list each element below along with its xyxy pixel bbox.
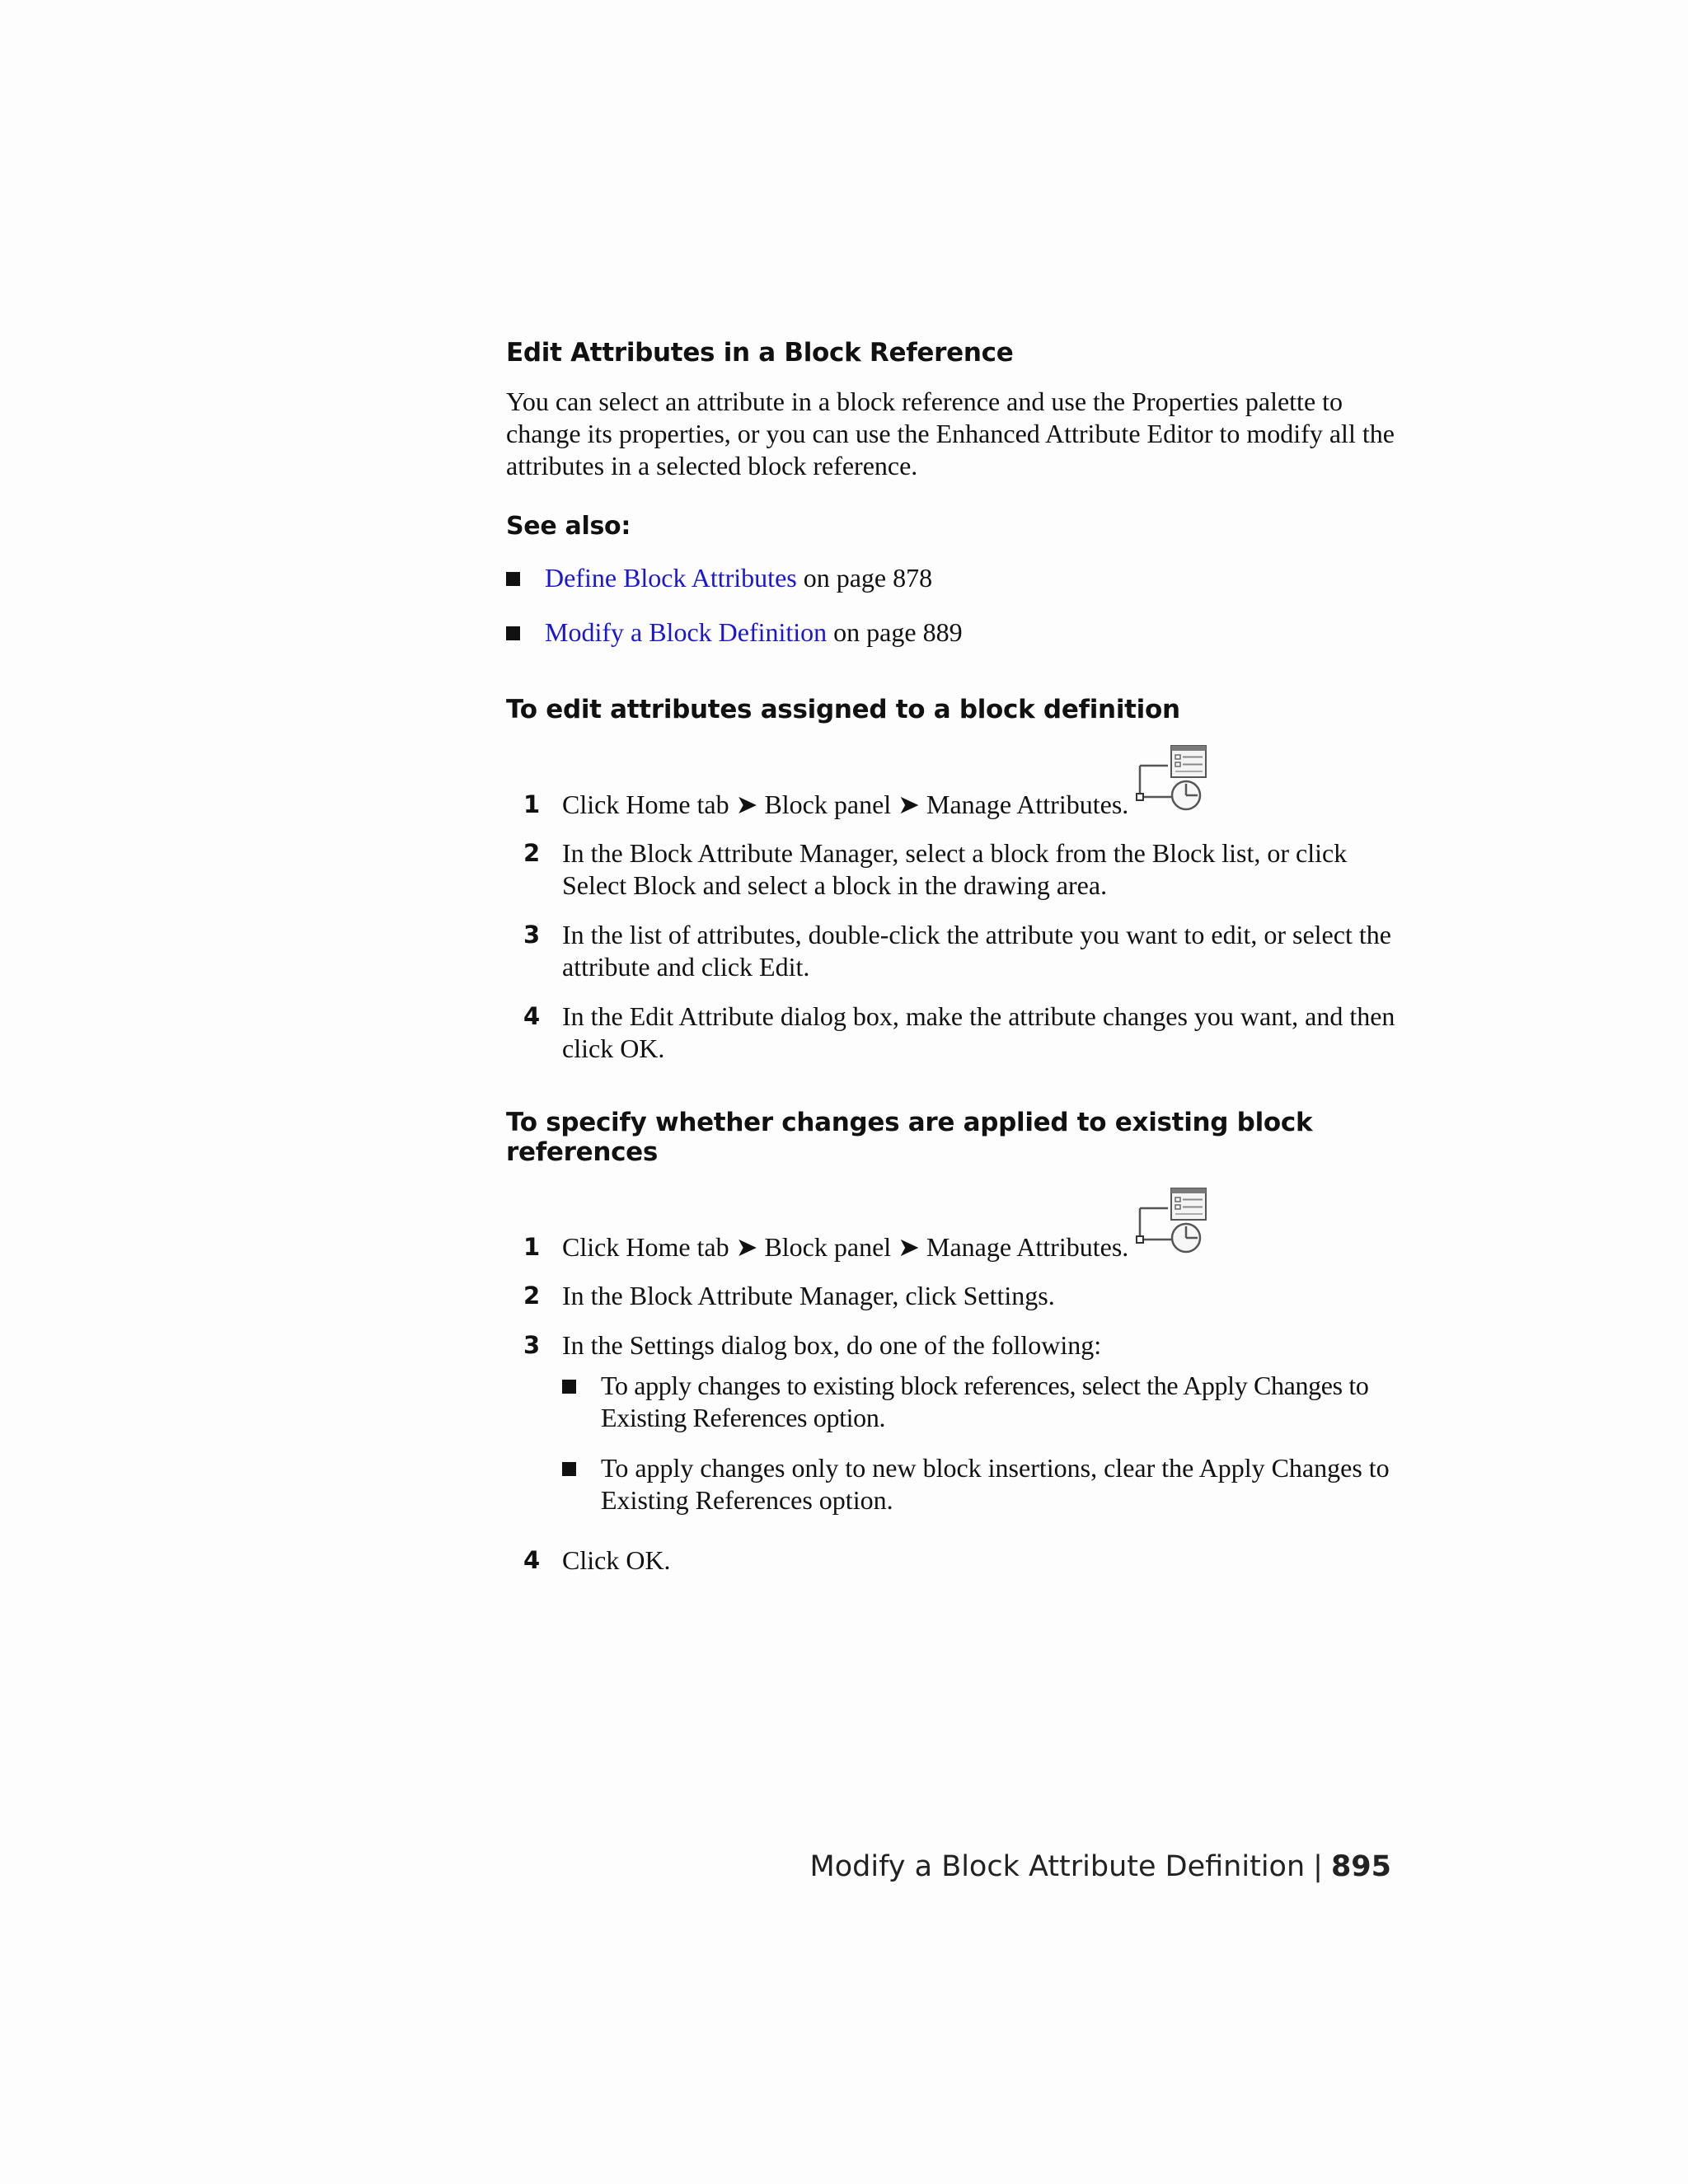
step-number: 3 <box>523 921 541 949</box>
footer-title: Modify a Block Attribute Definition <box>809 1850 1306 1883</box>
step-number: 1 <box>523 790 541 818</box>
bullet-square-icon <box>562 1380 576 1394</box>
step-number: 1 <box>523 1233 541 1261</box>
link-define-block-attributes[interactable]: Define Block Attributes <box>545 563 797 593</box>
sub-bullet-item <box>562 1370 1396 1434</box>
page-reference: on page 889 <box>827 617 963 647</box>
page-number: 895 <box>1330 1850 1391 1883</box>
bullet-square-icon <box>506 626 520 640</box>
procedure-heading-apply-changes: To specify whether changes are applied to existing block references <box>506 1108 1313 1167</box>
step-text: Click Home tab ➤ Block panel ➤ Manage Attributes. <box>562 1232 1129 1262</box>
procedure-step <box>506 1280 1396 1312</box>
block-attribute-manager-icon <box>1135 1185 1209 1259</box>
section-heading-edit-attributes: Edit Attributes in a Block Reference <box>506 338 1014 368</box>
step-text: In the Block Attribute Manager, click Settings. <box>562 1281 1055 1310</box>
step-text: Click OK. <box>562 1545 671 1575</box>
step-text: In the Settings dialog box, do one of the following: <box>562 1330 1102 1360</box>
procedure-step <box>506 743 1396 821</box>
footer-separator: | <box>1313 1850 1323 1883</box>
procedure-step <box>506 1185 1396 1263</box>
sub-bullet-text: To apply changes only to new block insertions, clear the Apply Changes to Existing References option. <box>601 1453 1390 1515</box>
sub-bullet-text: To apply changes to existing block references, select the Apply Changes to Existing References option. <box>601 1371 1369 1432</box>
step-number: 4 <box>523 1546 541 1574</box>
step-number: 3 <box>523 1331 541 1359</box>
step-number: 2 <box>523 839 541 867</box>
see-also-label: See also: <box>506 512 631 541</box>
page-footer <box>810 1850 1391 1883</box>
procedure-step <box>506 1329 1396 1361</box>
see-also-item <box>506 616 1396 649</box>
step-number: 4 <box>523 1002 541 1030</box>
see-also-item <box>506 562 1396 594</box>
sub-bullet-item <box>562 1452 1396 1516</box>
section-intro-paragraph: You can select an attribute in a block reference and use the Properties palette to change its properties, or you can use the Enhanced Attribute Editor to modify all the attributes in a selected block reference. <box>506 387 1395 480</box>
step-text: In the Edit Attribute dialog box, make the attribute changes you want, and then click OK. <box>562 1001 1395 1063</box>
step-text: In the Block Attribute Manager, select a block from the Block list, or click Select Block and select a block in the drawing area. <box>562 838 1348 900</box>
link-modify-block-definition[interactable]: Modify a Block Definition <box>545 617 828 647</box>
procedure-step <box>506 1001 1396 1065</box>
step-text: Click Home tab ➤ Block panel ➤ Manage Attributes. <box>562 790 1129 819</box>
procedure-step <box>506 1544 1396 1577</box>
block-attribute-manager-icon <box>1135 743 1209 817</box>
page-content <box>506 338 1396 1577</box>
procedure-heading-edit-attributes: To edit attributes assigned to a block definition <box>506 695 1180 724</box>
procedure-step <box>506 837 1396 902</box>
step-number: 2 <box>523 1282 541 1310</box>
bullet-square-icon <box>562 1462 576 1476</box>
step-text: In the list of attributes, double-click the attribute you want to edit, or select the attribute and click Edit. <box>562 920 1391 982</box>
page-reference: on page 878 <box>796 563 933 593</box>
procedure-step <box>506 919 1396 983</box>
bullet-square-icon <box>506 572 520 586</box>
